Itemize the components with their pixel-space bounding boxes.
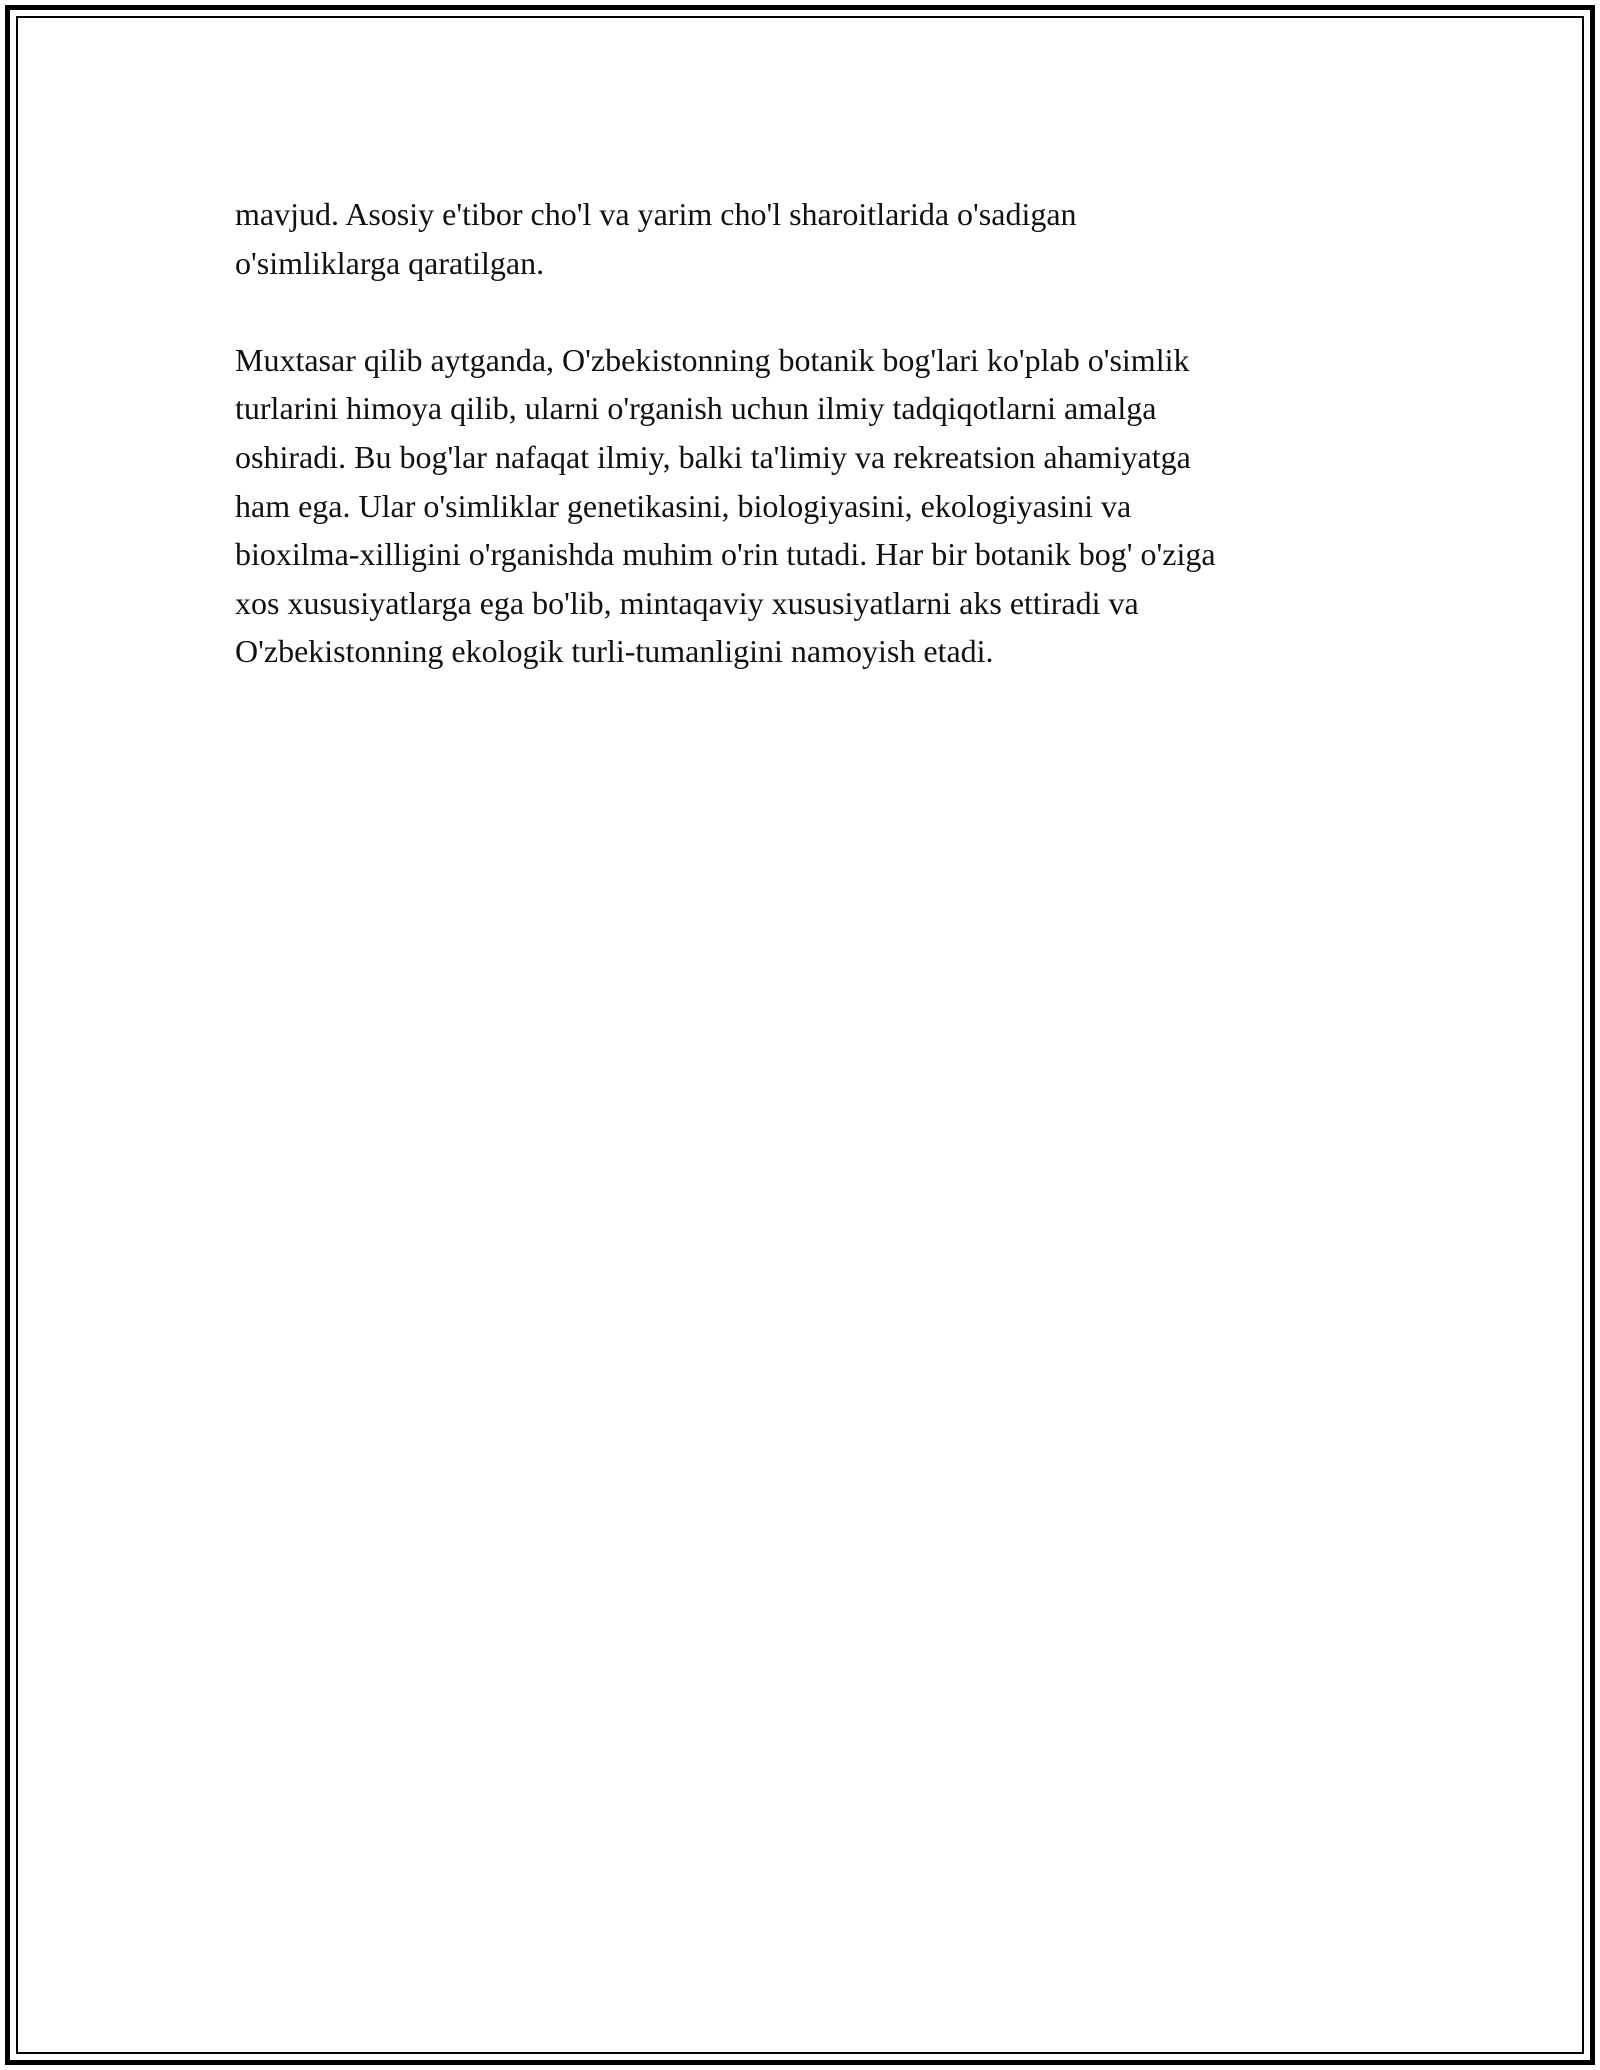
- text-line: mavjud. Asosiy e'tibor cho'l va yarim cho'l sharoitlarida o'sadigan: [235, 196, 1077, 232]
- document-body: [235, 190, 1375, 725]
- paragraph: [235, 336, 1375, 676]
- text-line: Muxtasar qilib aytganda, O'zbekistonning botanik bog'lari ko'plab o'simlik: [235, 341, 1190, 378]
- text-line: turlarini himoya qilib, ularni o'rganish uchun ilmiy tadqiqotlarni amalga: [235, 390, 1157, 427]
- text-line: o'simliklarga qaratilgan.: [235, 244, 545, 281]
- paragraph: [235, 190, 1375, 287]
- text-line: ham ega. Ular o'simliklar genetikasini, biologiyasini, ekologiyasini va: [235, 487, 1132, 524]
- text-line: xos xususiyatlarga ega bo'lib, mintaqaviy xususiyatlarni aks ettiradi va: [235, 584, 1139, 621]
- text-line: O'zbekistonning ekologik turli-tumanligini namoyish etadi.: [235, 633, 994, 670]
- text-line: oshiradi. Bu bog'lar nafaqat ilmiy, balki ta'limiy va rekreatsion ahamiyatga: [235, 438, 1191, 475]
- text-line: bioxilma-xilligini o'rganishda muhim o'rin tutadi. Har bir botanik bog' o'ziga: [235, 536, 1216, 573]
